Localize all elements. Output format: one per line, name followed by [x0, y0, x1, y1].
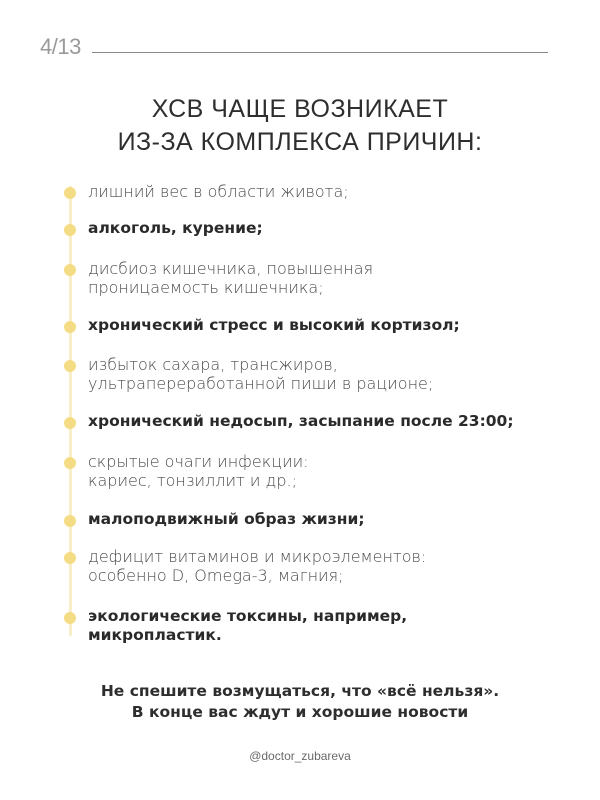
page-number: 4/13	[40, 34, 81, 59]
list-item-text: скрытые очаги инфекции: кариес, тонзиллит и др.;	[88, 452, 309, 490]
top-divider	[92, 52, 548, 53]
bullet-dot-icon	[64, 612, 76, 624]
bullet-dot-icon	[64, 187, 76, 199]
list-item-text: хронический недосып, засыпание после 23:00;	[88, 412, 514, 430]
list-item-text: хронический стресс и высокий кортизол;	[88, 316, 460, 334]
list-item-text: экологические токсины, например, микропластик.	[88, 607, 408, 644]
page-title-line-2: ИЗ-ЗА КОМПЛЕКСА ПРИЧИН:	[117, 128, 483, 156]
list-item-text: дисбиоз кишечника, повышенная проницаемость кишечника;	[88, 259, 374, 297]
list-item-text: алкоголь, курение;	[88, 219, 263, 237]
footer-note	[0, 681, 600, 723]
list-item-text: лишний вес в области живота;	[88, 182, 349, 201]
list-item-text: малоподвижный образ жизни;	[88, 510, 365, 528]
bullet-dot-icon	[64, 264, 76, 276]
bullet-dot-icon	[64, 552, 76, 564]
footer-note-line-1: Не спешите возмущаться, что «всё нельзя».	[100, 682, 500, 700]
bullet-dot-icon	[64, 417, 76, 429]
bullet-dot-icon	[64, 224, 76, 236]
bullet-dot-icon	[64, 321, 76, 333]
list-item-text: избыток сахара, трансжиров, ультрапереработанной пиши в рационе;	[88, 355, 434, 393]
author-handle: @doctor_zubareva	[249, 749, 351, 763]
bullet-dot-icon	[64, 515, 76, 527]
page-title	[0, 93, 600, 159]
page-title-line-1: ХСВ ЧАЩЕ ВОЗНИКАЕТ	[151, 95, 449, 123]
list-item-text: дефицит витаминов и микроэлементов: особенно D, Omega-3, магния;	[88, 547, 427, 585]
bullet-dot-icon	[64, 457, 76, 469]
bullet-dot-icon	[64, 360, 76, 372]
timeline-line	[69, 186, 72, 636]
footer-note-line-2: В конце вас ждут и хорошие новости	[131, 703, 469, 721]
